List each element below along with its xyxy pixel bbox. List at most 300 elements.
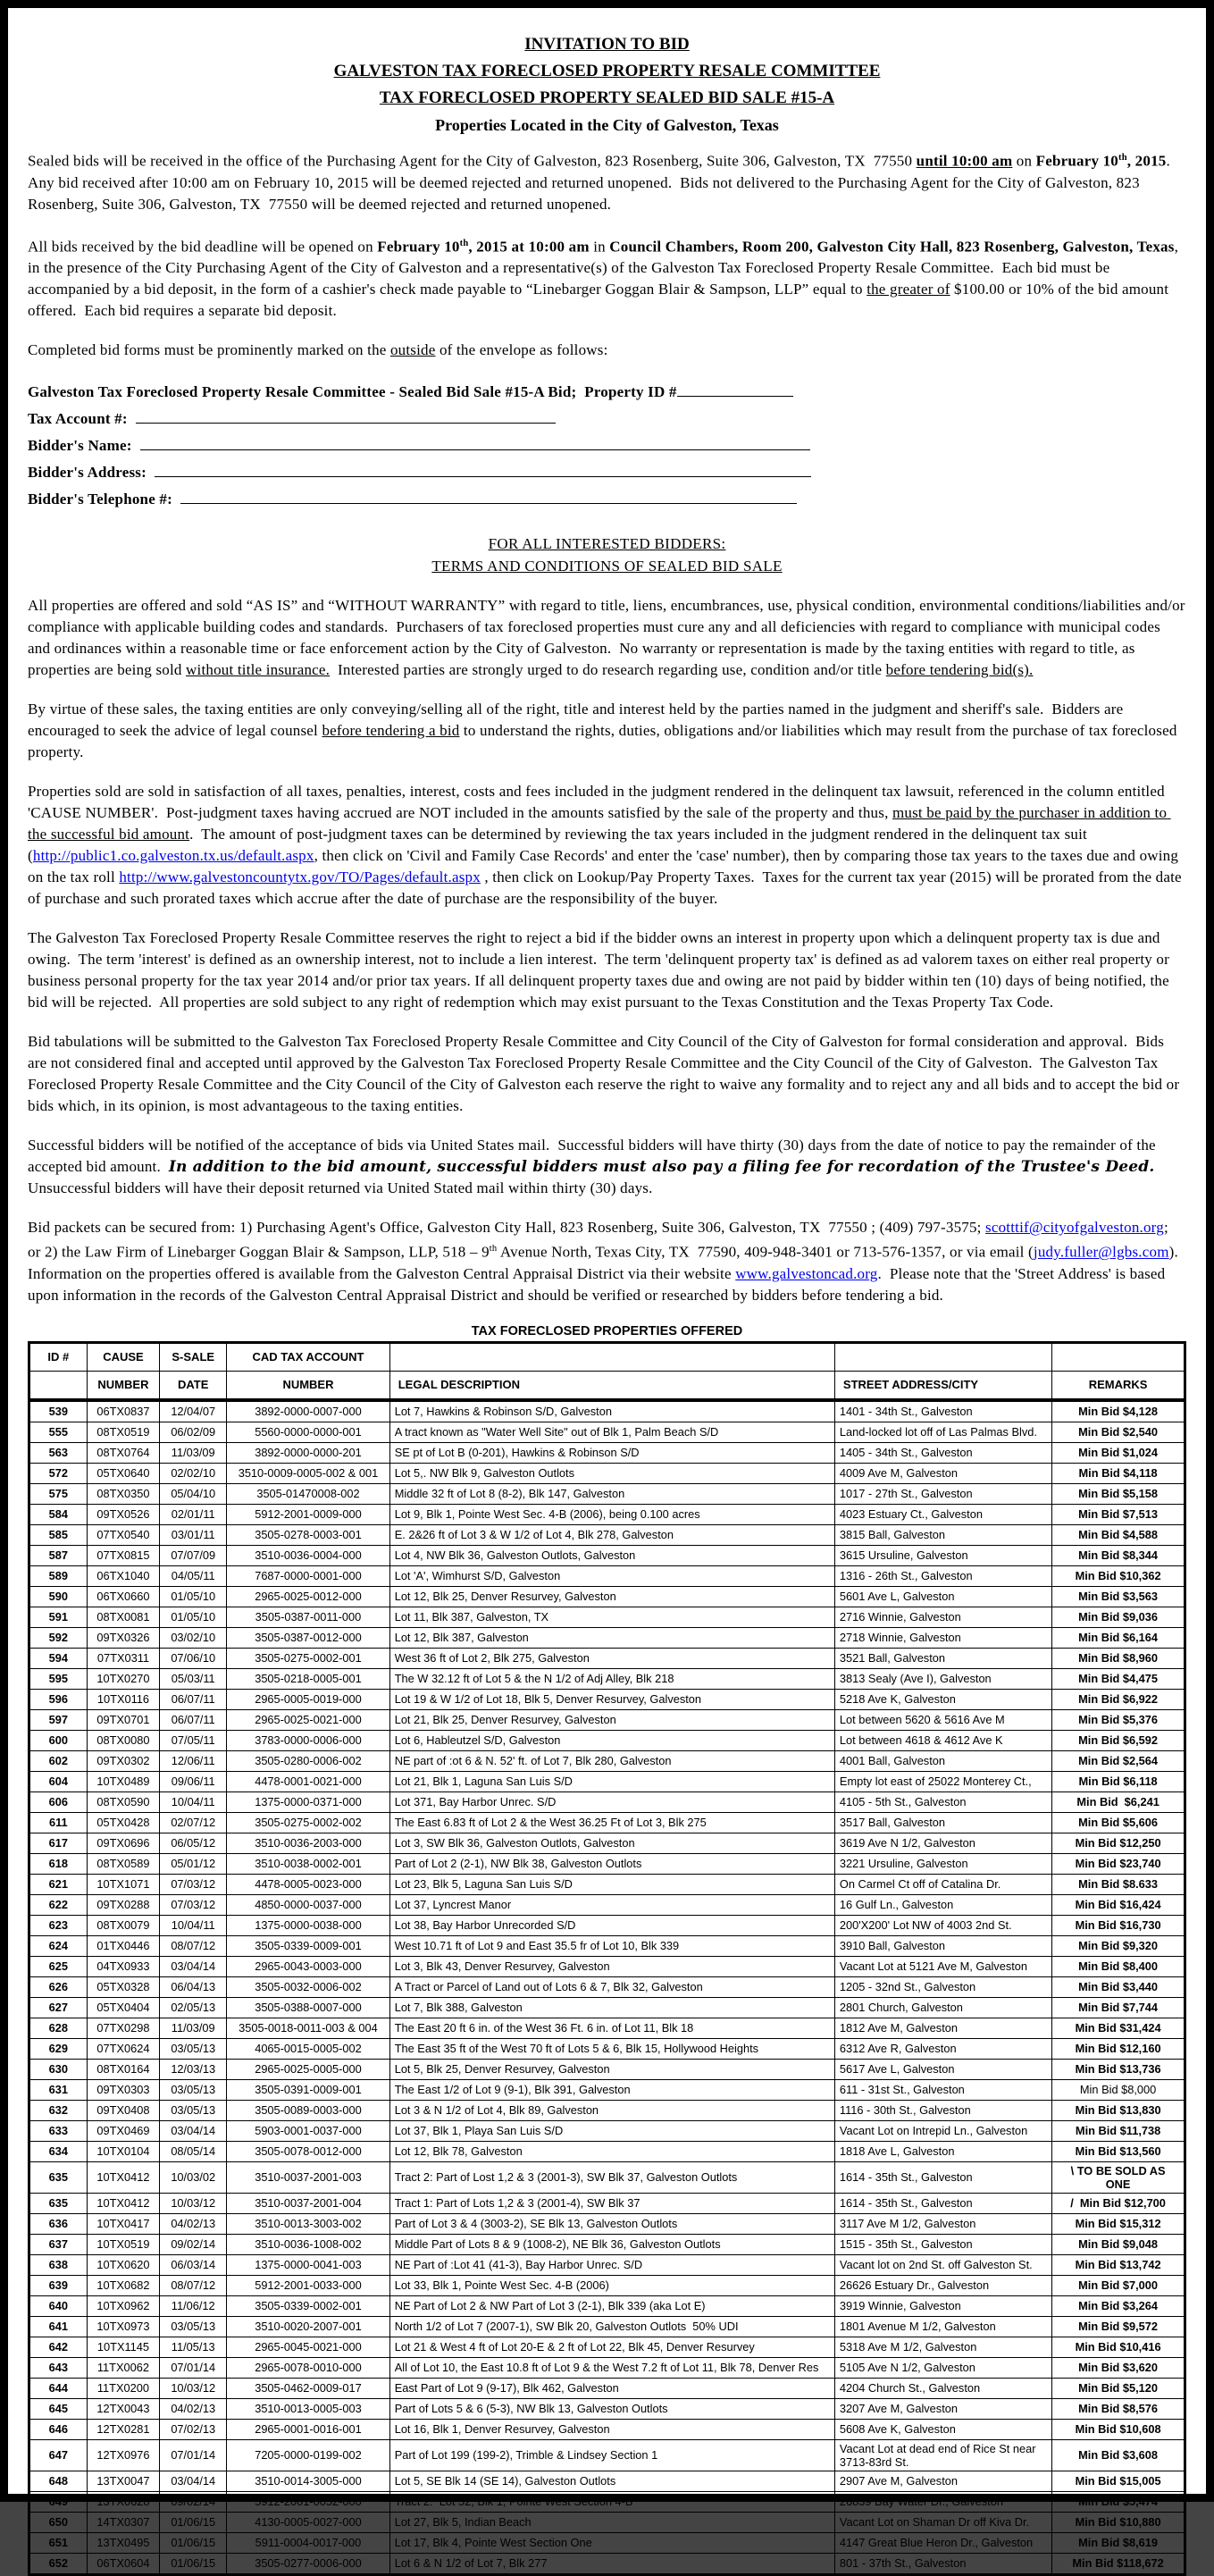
cell-street-address: 3521 Ball, Galveston (834, 1648, 1051, 1668)
cell-street-address: 3207 Ave M, Galveston (834, 2398, 1051, 2419)
cell-cause-number: 10TX0104 (87, 2141, 160, 2161)
cell-cause-number: 09TX0696 (87, 1833, 160, 1853)
blank-fill-line (155, 463, 811, 477)
cell-legal-description: Part of Lot 3 & 4 (3003-2), SE Blk 13, Galveston Outlots (389, 2213, 834, 2234)
cell-cause-number: 08TX0164 (87, 2059, 160, 2079)
cell-cad-account: 3510-0013-3003-002 (227, 2213, 389, 2234)
cell-cad-account: 3505-0387-0012-000 (227, 1627, 389, 1648)
cell-legal-description: Lot 5, Blk 25, Denver Resurvey, Galveston (389, 2059, 834, 2079)
cell-remarks: Min Bid $15,312 (1052, 2213, 1185, 2234)
terms-heading-line2: TERMS AND CONDITIONS OF SEALED BID SALE (431, 558, 783, 575)
cell-remarks: Min Bid $16,424 (1052, 1894, 1185, 1915)
property-row (29, 1894, 1185, 1915)
paragraph-as-is (28, 595, 1190, 681)
cell-remarks: Min Bid $9,036 (1052, 1607, 1185, 1627)
blank-fill-line (180, 490, 797, 504)
text-segment: Bidder's Address: (28, 464, 155, 482)
cell-id: 589 (29, 1565, 88, 1586)
header-cause-number: NUMBER (87, 1371, 160, 1400)
cell-cad-account: 2965-0001-0016-001 (227, 2419, 389, 2439)
cell-remarks: Min Bid $13,830 (1052, 2100, 1185, 2120)
header-id: ID # (29, 1342, 88, 1371)
text-segment: before tendering a bid (322, 722, 460, 740)
cell-remarks: Min Bid $8,400 (1052, 1956, 1185, 1976)
cell-cause-number: 12TX0043 (87, 2398, 160, 2419)
cell-sale-date: 12/04/07 (160, 1400, 227, 1422)
hyperlink[interactable]: judy.fuller@lgbs.com (1033, 1243, 1169, 1261)
cell-sale-date: 08/07/12 (160, 2275, 227, 2295)
cell-id: 646 (29, 2419, 88, 2439)
cell-cad-account: 3505-0391-0009-001 (227, 2079, 389, 2100)
cell-street-address: 801 - 37th St., Galveston (834, 2553, 1051, 2574)
cell-cause-number: 10TX0270 (87, 1668, 160, 1689)
cell-id: 650 (29, 2512, 88, 2532)
cell-street-address: 200'X200' Lot NW of 4003 2nd St. (834, 1915, 1051, 1935)
cell-street-address: 4204 Church St., Galveston (834, 2378, 1051, 2398)
cell-cad-account: 3505-01470008-002 (227, 1483, 389, 1504)
property-row (29, 2491, 1185, 2512)
property-row (29, 2439, 1185, 2471)
text-segment: All properties are offered and sold “AS IS” and “WITHOUT WARRANTY” with regard to title, liens, encumbrances, use, physical condition, environmental conditions/liabilities and/or compliance with applicable building codes and standards. Purchasers of tax foreclosed properties must cure any and all deficiencies with regard to compliance with municipal codes and ordinances within a reasonable time or face enforcement action by the City of Galveston. No warranty or representation is made by the taxing entities with regard to title, as properties are being sold (28, 597, 1190, 679)
property-row (29, 1976, 1185, 1997)
text-segment: . The amount of post-judgment taxes can be determined by reviewing the tax years included in the judgment rendered in the delinquent tax suit ( (28, 826, 1092, 865)
property-row (29, 2357, 1185, 2378)
cell-sale-date: 08/07/12 (160, 1935, 227, 1956)
property-row (29, 1812, 1185, 1833)
paragraph-envelope-marking (28, 340, 1186, 361)
text-segment: must be paid by the purchaser in addition to the successful bid amount (28, 804, 1171, 843)
cell-cad-account: 3510-0036-2003-000 (227, 1833, 389, 1853)
cell-legal-description: Lot 27, Blk 5, Indian Beach (389, 2512, 834, 2532)
cell-remarks: Min Bid $23,740 (1052, 1853, 1185, 1874)
cell-legal-description: Part of Lot 199 (199-2), Trimble & Lindsey Section 1 (389, 2439, 834, 2471)
text-segment: Completed bid forms must be prominently marked on the (28, 341, 390, 359)
cell-sale-date: 03/04/14 (160, 2471, 227, 2491)
cell-remarks: Min Bid $10,416 (1052, 2337, 1185, 2357)
cell-cad-account: 3505-0078-0012-000 (227, 2141, 389, 2161)
cell-sale-date: 07/01/14 (160, 2357, 227, 2378)
cell-cad-account: 3505-0339-0002-001 (227, 2295, 389, 2316)
cell-sale-date: 04/02/13 (160, 2398, 227, 2419)
cell-street-address: 1116 - 30th St., Galveston (834, 2100, 1051, 2120)
cell-id: 625 (29, 1956, 88, 1976)
cell-id: 592 (29, 1627, 88, 1648)
cell-cause-number: 09TX0469 (87, 2120, 160, 2141)
header-sale-date: DATE (160, 1371, 227, 1400)
header-id-blank (29, 1371, 88, 1400)
cell-cad-account: 3510-0036-0004-000 (227, 1545, 389, 1565)
cell-street-address: Vacant Lot at 5121 Ave M, Galveston (834, 1956, 1051, 1976)
cell-id: 638 (29, 2254, 88, 2275)
cell-street-address: 2801 Church, Galveston (834, 1997, 1051, 2018)
cell-cad-account: 4850-0000-0037-000 (227, 1894, 389, 1915)
cell-remarks: Min Bid $3,264 (1052, 2295, 1185, 2316)
property-row (29, 2471, 1185, 2491)
header-s-sale: S-SALE (160, 1342, 227, 1371)
cell-legal-description: West 36 ft of Lot 2, Blk 275, Galveston (389, 1648, 834, 1668)
cell-sale-date: 11/03/09 (160, 2018, 227, 2038)
hyperlink[interactable]: scotttif@cityofgalveston.org (985, 1219, 1164, 1237)
cell-id: 648 (29, 2471, 88, 2491)
cell-id: 651 (29, 2532, 88, 2553)
cell-street-address: 3221 Ursuline, Galveston (834, 1853, 1051, 1874)
cell-remarks: Min Bid $11,738 (1052, 2120, 1185, 2141)
property-row (29, 1524, 1185, 1545)
cell-legal-description: Lot 5,. NW Blk 9, Galveston Outlots (389, 1463, 834, 1483)
committee-title: GALVESTON TAX FORECLOSED PROPERTY RESALE COMMITTEE (333, 62, 881, 80)
cell-id: 630 (29, 2059, 88, 2079)
property-row (29, 2120, 1185, 2141)
text-segment: , 2015 (1126, 152, 1167, 170)
cell-sale-date: 12/03/13 (160, 2059, 227, 2079)
cell-sale-date: 04/05/11 (160, 1565, 227, 1586)
property-row (29, 1689, 1185, 1709)
cell-legal-description: Lot 33, Blk 1, Pointe West Sec. 4-B (2006) (389, 2275, 834, 2295)
cell-remarks: Min Bid $8.633 (1052, 1874, 1185, 1894)
cell-id: 628 (29, 2018, 88, 2038)
cell-id: 640 (29, 2295, 88, 2316)
cell-cause-number: 06TX1040 (87, 1565, 160, 1586)
cell-cad-account: 3892-0000-0000-201 (227, 1442, 389, 1463)
cell-legal-description: Lot 3 & N 1/2 of Lot 4, Blk 89, Galveston (389, 2100, 834, 2120)
cell-sale-date: 08/05/14 (160, 2141, 227, 2161)
property-row (29, 2234, 1185, 2254)
cell-id: 611 (29, 1812, 88, 1833)
cell-legal-description: Lot 12, Blk 78, Galveston (389, 2141, 834, 2161)
cell-remarks: Min Bid $8,576 (1052, 2398, 1185, 2419)
cell-street-address: Vacant Lot on Shaman Dr off Kiva Dr. (834, 2512, 1051, 2532)
property-row (29, 1935, 1185, 1956)
cell-street-address: 1614 - 35th St., Galveston (834, 2193, 1051, 2213)
cell-cause-number: 08TX0080 (87, 1730, 160, 1750)
cell-sale-date: 03/04/14 (160, 2120, 227, 2141)
cell-street-address: 2716 Winnie, Galveston (834, 1607, 1051, 1627)
cell-street-address: 26626 Estuary Dr., Galveston (834, 2275, 1051, 2295)
cell-legal-description: East Part of Lot 9 (9-17), Blk 462, Galveston (389, 2378, 834, 2398)
text-segment: Avenue North, Texas City, TX 77590, 409-948-3401 or 713-576-1357, or via email ( (497, 1243, 1034, 1261)
property-row (29, 2419, 1185, 2439)
cell-id: 647 (29, 2439, 88, 2471)
cell-remarks: Min Bid $15,005 (1052, 2471, 1185, 2491)
terms-heading-line1: FOR ALL INTERESTED BIDDERS: (488, 535, 726, 553)
cell-cause-number: 07TX0311 (87, 1648, 160, 1668)
cell-remarks: Min Bid $9,320 (1052, 1935, 1185, 1956)
cell-remarks: Min Bid $7,513 (1052, 1504, 1185, 1524)
cell-cad-account: 3510-0009-0005-002 & 001 (227, 1463, 389, 1483)
cell-sale-date: 06/07/11 (160, 1709, 227, 1730)
cell-remarks: Min Bid $3,608 (1052, 2439, 1185, 2471)
cell-id: 634 (29, 2141, 88, 2161)
property-row (29, 2213, 1185, 2234)
text-segment: in (589, 238, 610, 256)
cell-sale-date: 07/06/10 (160, 1648, 227, 1668)
text-segment: , in the presence of the City Purchasing Agent of the City of Galveston and a representative(s) of the Galveston Tax Foreclosed Property Resale Committee. Each bid must be accompanied by a bid deposit, in the form of a cashier's check made payable to “Linebarger Goggan Blair & Sampson, LLP” equal to (28, 238, 1183, 298)
cell-legal-description: Lot 6 & N 1/2 of Lot 7, Blk 277 (389, 2553, 834, 2574)
cell-street-address: 1017 - 27th St., Galveston (834, 1483, 1051, 1504)
cell-cad-account: 1375-0000-0371-000 (227, 1791, 389, 1812)
text-segment: Interested parties are strongly urged to do research regarding use, condition and/or title (330, 661, 886, 679)
cell-sale-date: 02/02/10 (160, 1463, 227, 1483)
paragraph-conveyance (28, 699, 1186, 763)
text-segment: Tax Account #: (28, 410, 136, 428)
cell-legal-description: Lot 5, SE Blk 14 (SE 14), Galveston Outlots (389, 2471, 834, 2491)
cell-legal-description: Lot 371, Bay Harbor Unrec. S/D (389, 1791, 834, 1812)
cell-legal-description: Lot 37, Lyncrest Manor (389, 1894, 834, 1915)
property-row (29, 2193, 1185, 2213)
terms-section-heading (28, 533, 1186, 577)
cell-street-address: 1801 Avenue M 1/2, Galveston (834, 2316, 1051, 2337)
cell-cause-number: 10TX0412 (87, 2193, 160, 2213)
paragraph-reject-bid (28, 927, 1186, 1013)
cell-id: 632 (29, 2100, 88, 2120)
property-row (29, 2553, 1185, 2574)
text-segment: , then click on Lookup/Pay Property Taxes. Taxes for the current tax year (2015) will be prorated from the date of purchase and such prorated taxes which accrue after the date of purchase are the responsibility of the buyer. (28, 868, 1186, 908)
cell-cad-account: 3505-0277-0006-000 (227, 2553, 389, 2574)
cell-remarks: Min Bid $118,672 (1052, 2553, 1185, 2574)
cell-street-address: 611 - 31st St., Galveston (834, 2079, 1051, 2100)
property-row (29, 2532, 1185, 2553)
cell-legal-description: Lot 3, Blk 43, Denver Resurvey, Galveston (389, 1956, 834, 1976)
property-row (29, 1422, 1185, 1442)
cell-cause-number: 13TX0495 (87, 2532, 160, 2553)
text-segment: Bidder's Name: (28, 437, 140, 455)
cell-cause-number: 09TX0408 (87, 2100, 160, 2120)
cell-sale-date: 10/04/11 (160, 1915, 227, 1935)
cell-id: 563 (29, 1442, 88, 1463)
blank-fill-line (136, 409, 556, 424)
cell-id: 539 (29, 1400, 88, 1422)
cell-cad-account: 5912-2001-0009-000 (227, 1504, 389, 1524)
cell-street-address: 3813 Sealy (Ave I), Galveston (834, 1668, 1051, 1689)
cell-cad-account: 3783-0000-0006-000 (227, 1730, 389, 1750)
cell-cause-number: 12TX0976 (87, 2439, 160, 2471)
cell-street-address: 3517 Ball, Galveston (834, 1812, 1051, 1833)
text-segment: February 10 (377, 238, 460, 256)
header-legal-description: LEGAL DESCRIPTION (389, 1371, 834, 1400)
cell-legal-description: Middle 32 ft of Lot 8 (8-2), Blk 147, Galveston (389, 1483, 834, 1504)
cell-cad-account: 3510-0036-1008-002 (227, 2234, 389, 2254)
cell-legal-description: NE Part of :Lot 41 (41-3), Bay Harbor Unrec. S/D (389, 2254, 834, 2275)
cell-sale-date: 07/03/12 (160, 1894, 227, 1915)
cell-cad-account: 3510-0037-2001-003 (227, 2161, 389, 2193)
cell-remarks: Min Bid $13,736 (1052, 2059, 1185, 2079)
cell-street-address: 3815 Ball, Galveston (834, 1524, 1051, 1545)
cell-street-address: 3117 Ave M 1/2, Galveston (834, 2213, 1051, 2234)
text-segment: , then click on 'Civil and Family Case Records' and enter the 'case' number), then by comparing those tax years to the taxes due and owing on the tax roll (28, 847, 1183, 886)
cell-street-address: 5617 Ave L, Galveston (834, 2059, 1051, 2079)
cell-street-address: Vacant Lot at dead end of Rice St near 3713-83rd St. (834, 2439, 1051, 2471)
cell-street-address: 5218 Ave K, Galveston (834, 1689, 1051, 1709)
cell-cause-number: 07TX0540 (87, 1524, 160, 1545)
cell-street-address: 2907 Ave M, Galveston (834, 2471, 1051, 2491)
cell-cause-number: 08TX0590 (87, 1791, 160, 1812)
document-title-block (28, 31, 1186, 138)
cell-cause-number: 10TX0973 (87, 2316, 160, 2337)
cell-street-address: 1405 - 34th St., Galveston (834, 1442, 1051, 1463)
cell-street-address: 1812 Ave M, Galveston (834, 2018, 1051, 2038)
cell-remarks: Min Bid $10,608 (1052, 2419, 1185, 2439)
cell-street-address: 2718 Winnie, Galveston (834, 1627, 1051, 1648)
form-line-bidder-address (28, 459, 1186, 486)
cell-cause-number: 10TX0962 (87, 2295, 160, 2316)
cell-remarks: Min Bid $31,424 (1052, 2018, 1185, 2038)
cell-cause-number: 09TX0303 (87, 2079, 160, 2100)
cell-street-address: Vacant Lot on Intrepid Ln., Galveston (834, 2120, 1051, 2141)
cell-street-address: On Carmel Ct off of Catalina Dr. (834, 1874, 1051, 1894)
cell-cad-account: 5912-2001-0033-000 (227, 2275, 389, 2295)
cell-cad-account: 2965-0045-0021-000 (227, 2337, 389, 2357)
properties-table (28, 1341, 1186, 2576)
property-row (29, 2512, 1185, 2532)
cell-remarks: Min Bid $3,620 (1052, 2357, 1185, 2378)
cell-sale-date: 07/01/14 (160, 2439, 227, 2471)
cell-legal-description: North 1/2 of Lot 7 (2007-1), SW Blk 20, Galveston Outlots 50% UDI (389, 2316, 834, 2337)
cell-street-address: 4105 - 5th St., Galveston (834, 1791, 1051, 1812)
property-row (29, 2398, 1185, 2419)
cell-sale-date: 06/03/14 (160, 2254, 227, 2275)
cell-cad-account: 3505-0018-0011-003 & 004 (227, 2018, 389, 2038)
cell-sale-date: 09/02/14 (160, 2234, 227, 2254)
hyperlink[interactable]: http://public1.co.galveston.tx.us/default.aspx (32, 847, 314, 865)
text-segment: Bid tabulations will be submitted to the Galveston Tax Foreclosed Property Resale Committee and City Council of the City of Galveston for formal consideration and approval. Bids are not considered final and accepted until approved by the Galveston Tax Foreclosed Property Resale Committee and the City Council of the City of Galveston. The Galveston Tax Foreclosed Property Resale Committee and the City Council of the City of Galveston each reserve the right to waive any formality and to reject any and all bids and to accept the bid or bids which, in its opinion, is most advantageous to the taxing entities. (28, 1033, 1184, 1115)
paragraph-bid-packets (28, 1217, 1186, 1306)
cell-sale-date: 09/02/14 (160, 2491, 227, 2512)
cell-cause-number: 12TX0281 (87, 2419, 160, 2439)
cell-id: 617 (29, 1833, 88, 1853)
cell-sale-date: 01/05/10 (160, 1607, 227, 1627)
cell-cad-account: 3510-0020-2007-001 (227, 2316, 389, 2337)
cell-cause-number: 10TX0116 (87, 1689, 160, 1709)
cell-sale-date: 03/05/13 (160, 2038, 227, 2059)
paragraph-bid-receipt (28, 147, 1186, 215)
cell-remarks: Min Bid $6,164 (1052, 1627, 1185, 1648)
cell-cause-number: 13TX0628 (87, 2491, 160, 2512)
cell-id: 649 (29, 2491, 88, 2512)
cell-legal-description: Lot 21 & West 4 ft of Lot 20-E & 2 ft of Lot 22, Blk 45, Denver Resurvey (389, 2337, 834, 2357)
text-segment: th (489, 1244, 498, 1254)
cell-id: 606 (29, 1791, 88, 1812)
cell-sale-date: 01/06/15 (160, 2532, 227, 2553)
cell-street-address: 1205 - 32nd St., Galveston (834, 1976, 1051, 1997)
form-line-bidder-telephone (28, 486, 1186, 513)
cell-cad-account: 2965-0025-0021-000 (227, 1709, 389, 1730)
text-segment: without title insurance. (186, 661, 331, 679)
cell-cause-number: 06TX0660 (87, 1586, 160, 1607)
cell-street-address: Land-locked lot off of Las Palmas Blvd. (834, 1422, 1051, 1442)
paragraph-successful-bidders (28, 1135, 1186, 1199)
cell-cause-number: 04TX0933 (87, 1956, 160, 1976)
cell-remarks: Min Bid $3,563 (1052, 1586, 1185, 1607)
bid-envelope-form (28, 379, 1186, 513)
text-segment: Properties sold are sold in satisfaction of all taxes, penalties, interest, costs and fees included in the judgment rendered in the delinquent tax lawsuit, referenced in the column entitled 'CAUSE NUMBER'. Post-judgment taxes having accrued are NOT included in the amounts satisfied by the sale of the property and thus, (28, 783, 1169, 822)
property-row (29, 1586, 1185, 1607)
cell-id: 585 (29, 1524, 88, 1545)
cell-cad-account: 7687-0000-0001-000 (227, 1565, 389, 1586)
cell-legal-description: Lot 11, Blk 387, Galveston, TX (389, 1607, 834, 1627)
page-title: INVITATION TO BID (524, 35, 690, 54)
cell-id: 637 (29, 2234, 88, 2254)
header-cause: CAUSE (87, 1342, 160, 1371)
hyperlink[interactable]: http://www.galvestoncountytx.gov/TO/Pages/default.aspx (119, 868, 481, 886)
cell-id: 602 (29, 1750, 88, 1771)
cell-cad-account: 3510-0014-3005-000 (227, 2471, 389, 2491)
cell-cause-number: 01TX0446 (87, 1935, 160, 1956)
cell-remarks: Min Bid $7,744 (1052, 1997, 1185, 2018)
cell-sale-date: 11/05/13 (160, 2337, 227, 2357)
cell-cad-account: 3505-0275-0002-002 (227, 1812, 389, 1833)
cell-legal-description: Lot 12, Blk 387, Galveston (389, 1627, 834, 1648)
cell-cause-number: 10TX0519 (87, 2234, 160, 2254)
cell-street-address: 5318 Ave M 1/2, Galveston (834, 2337, 1051, 2357)
cell-legal-description: Lot 4, NW Blk 36, Galveston Outlots, Galveston (389, 1545, 834, 1565)
cell-cad-account: 3510-0037-2001-004 (227, 2193, 389, 2213)
cell-cad-account: 3505-0278-0003-001 (227, 1524, 389, 1545)
property-row (29, 1607, 1185, 1627)
property-row (29, 2161, 1185, 2193)
paragraph-post-judgment-taxes (28, 781, 1186, 910)
cell-id: 584 (29, 1504, 88, 1524)
cell-remarks: Min Bid $16,730 (1052, 1915, 1185, 1935)
cell-cad-account: 3505-0218-0005-001 (227, 1668, 389, 1689)
cell-remarks: Min Bid $9,048 (1052, 2234, 1185, 2254)
cell-sale-date: 05/01/12 (160, 1853, 227, 1874)
property-row (29, 1833, 1185, 1853)
cell-id: 600 (29, 1730, 88, 1750)
text-segment: . Please note that the 'Street Address' is based upon information in the records of the Galveston Central Appraisal District and should be verified or researched by bidders before tendering a bid. (28, 1264, 1169, 1304)
cell-remarks: Min Bid $5,376 (1052, 1709, 1185, 1730)
property-row (29, 1997, 1185, 2018)
cell-cad-account: 3505-0339-0009-001 (227, 1935, 389, 1956)
cell-legal-description: Part of Lot 2 (2-1), NW Blk 38, Galveston Outlots (389, 1853, 834, 1874)
cell-id: 636 (29, 2213, 88, 2234)
property-row (29, 1400, 1185, 1422)
property-row (29, 1853, 1185, 1874)
cell-cad-account: 3510-0038-0002-001 (227, 1853, 389, 1874)
cell-cad-account: 3505-0462-0009-017 (227, 2378, 389, 2398)
cell-legal-description: Tract 2: Part of Lost 1,2 & 3 (2001-3), SW Blk 37, Galveston Outlots (389, 2161, 834, 2193)
cell-cause-number: 08TX0519 (87, 1422, 160, 1442)
cell-remarks: Min Bid $4,588 (1052, 1524, 1185, 1545)
cell-street-address: 5608 Ave K, Galveston (834, 2419, 1051, 2439)
cell-remarks: Min Bid $7,000 (1052, 2275, 1185, 2295)
cell-remarks: / Min Bid $12,700 (1052, 2193, 1185, 2213)
hyperlink[interactable]: www.galvestoncad.org (735, 1264, 878, 1282)
cell-legal-description: The East 20 ft 6 in. of the West 36 Ft. 6 in. of Lot 11, Blk 18 (389, 2018, 834, 2038)
cell-legal-description: West 10.71 ft of Lot 9 and East 35.5 fr of Lot 10, Blk 339 (389, 1935, 834, 1956)
cell-legal-description: Tract 2: Lot 52, Blk 1, Pointe West Section 4-B (389, 2491, 834, 2512)
cell-legal-description: Lot 38, Bay Harbor Unrecorded S/D (389, 1915, 834, 1935)
text-segment: Sealed bids will be received in the office of the Purchasing Agent for the City of Galveston, 823 Rosenberg, Suite 306, Galveston, TX 77550 (28, 152, 917, 170)
property-row (29, 1504, 1185, 1524)
cell-cause-number: 14TX0307 (87, 2512, 160, 2532)
cell-id: 633 (29, 2120, 88, 2141)
property-row (29, 1668, 1185, 1689)
cell-sale-date: 06/07/11 (160, 1689, 227, 1709)
cell-street-address: Empty lot east of 25022 Monterey Ct., (834, 1771, 1051, 1791)
text-segment: Successful bidders will be notified of the acceptance of bids via United States mail. Successful bidders will have thirty (30) days from the date of notice to pay the remainder of the accepted bid amount. (28, 1137, 1160, 1176)
cell-legal-description: Lot 'A', Wimhurst S/D, Galveston (389, 1565, 834, 1586)
cell-id: 595 (29, 1668, 88, 1689)
cell-legal-description: The W 32.12 ft of Lot 5 & the N 1/2 of Adj Alley, Blk 218 (389, 1668, 834, 1689)
cell-cause-number: 07TX0815 (87, 1545, 160, 1565)
cell-cause-number: 10TX1071 (87, 1874, 160, 1894)
cell-remarks: Min Bid $9,572 (1052, 2316, 1185, 2337)
cell-id: 627 (29, 1997, 88, 2018)
location-subtitle: Properties Located in the City of Galveston, Texas (435, 116, 779, 134)
cell-id: 587 (29, 1545, 88, 1565)
cell-id: 590 (29, 1586, 88, 1607)
cell-id: 639 (29, 2275, 88, 2295)
